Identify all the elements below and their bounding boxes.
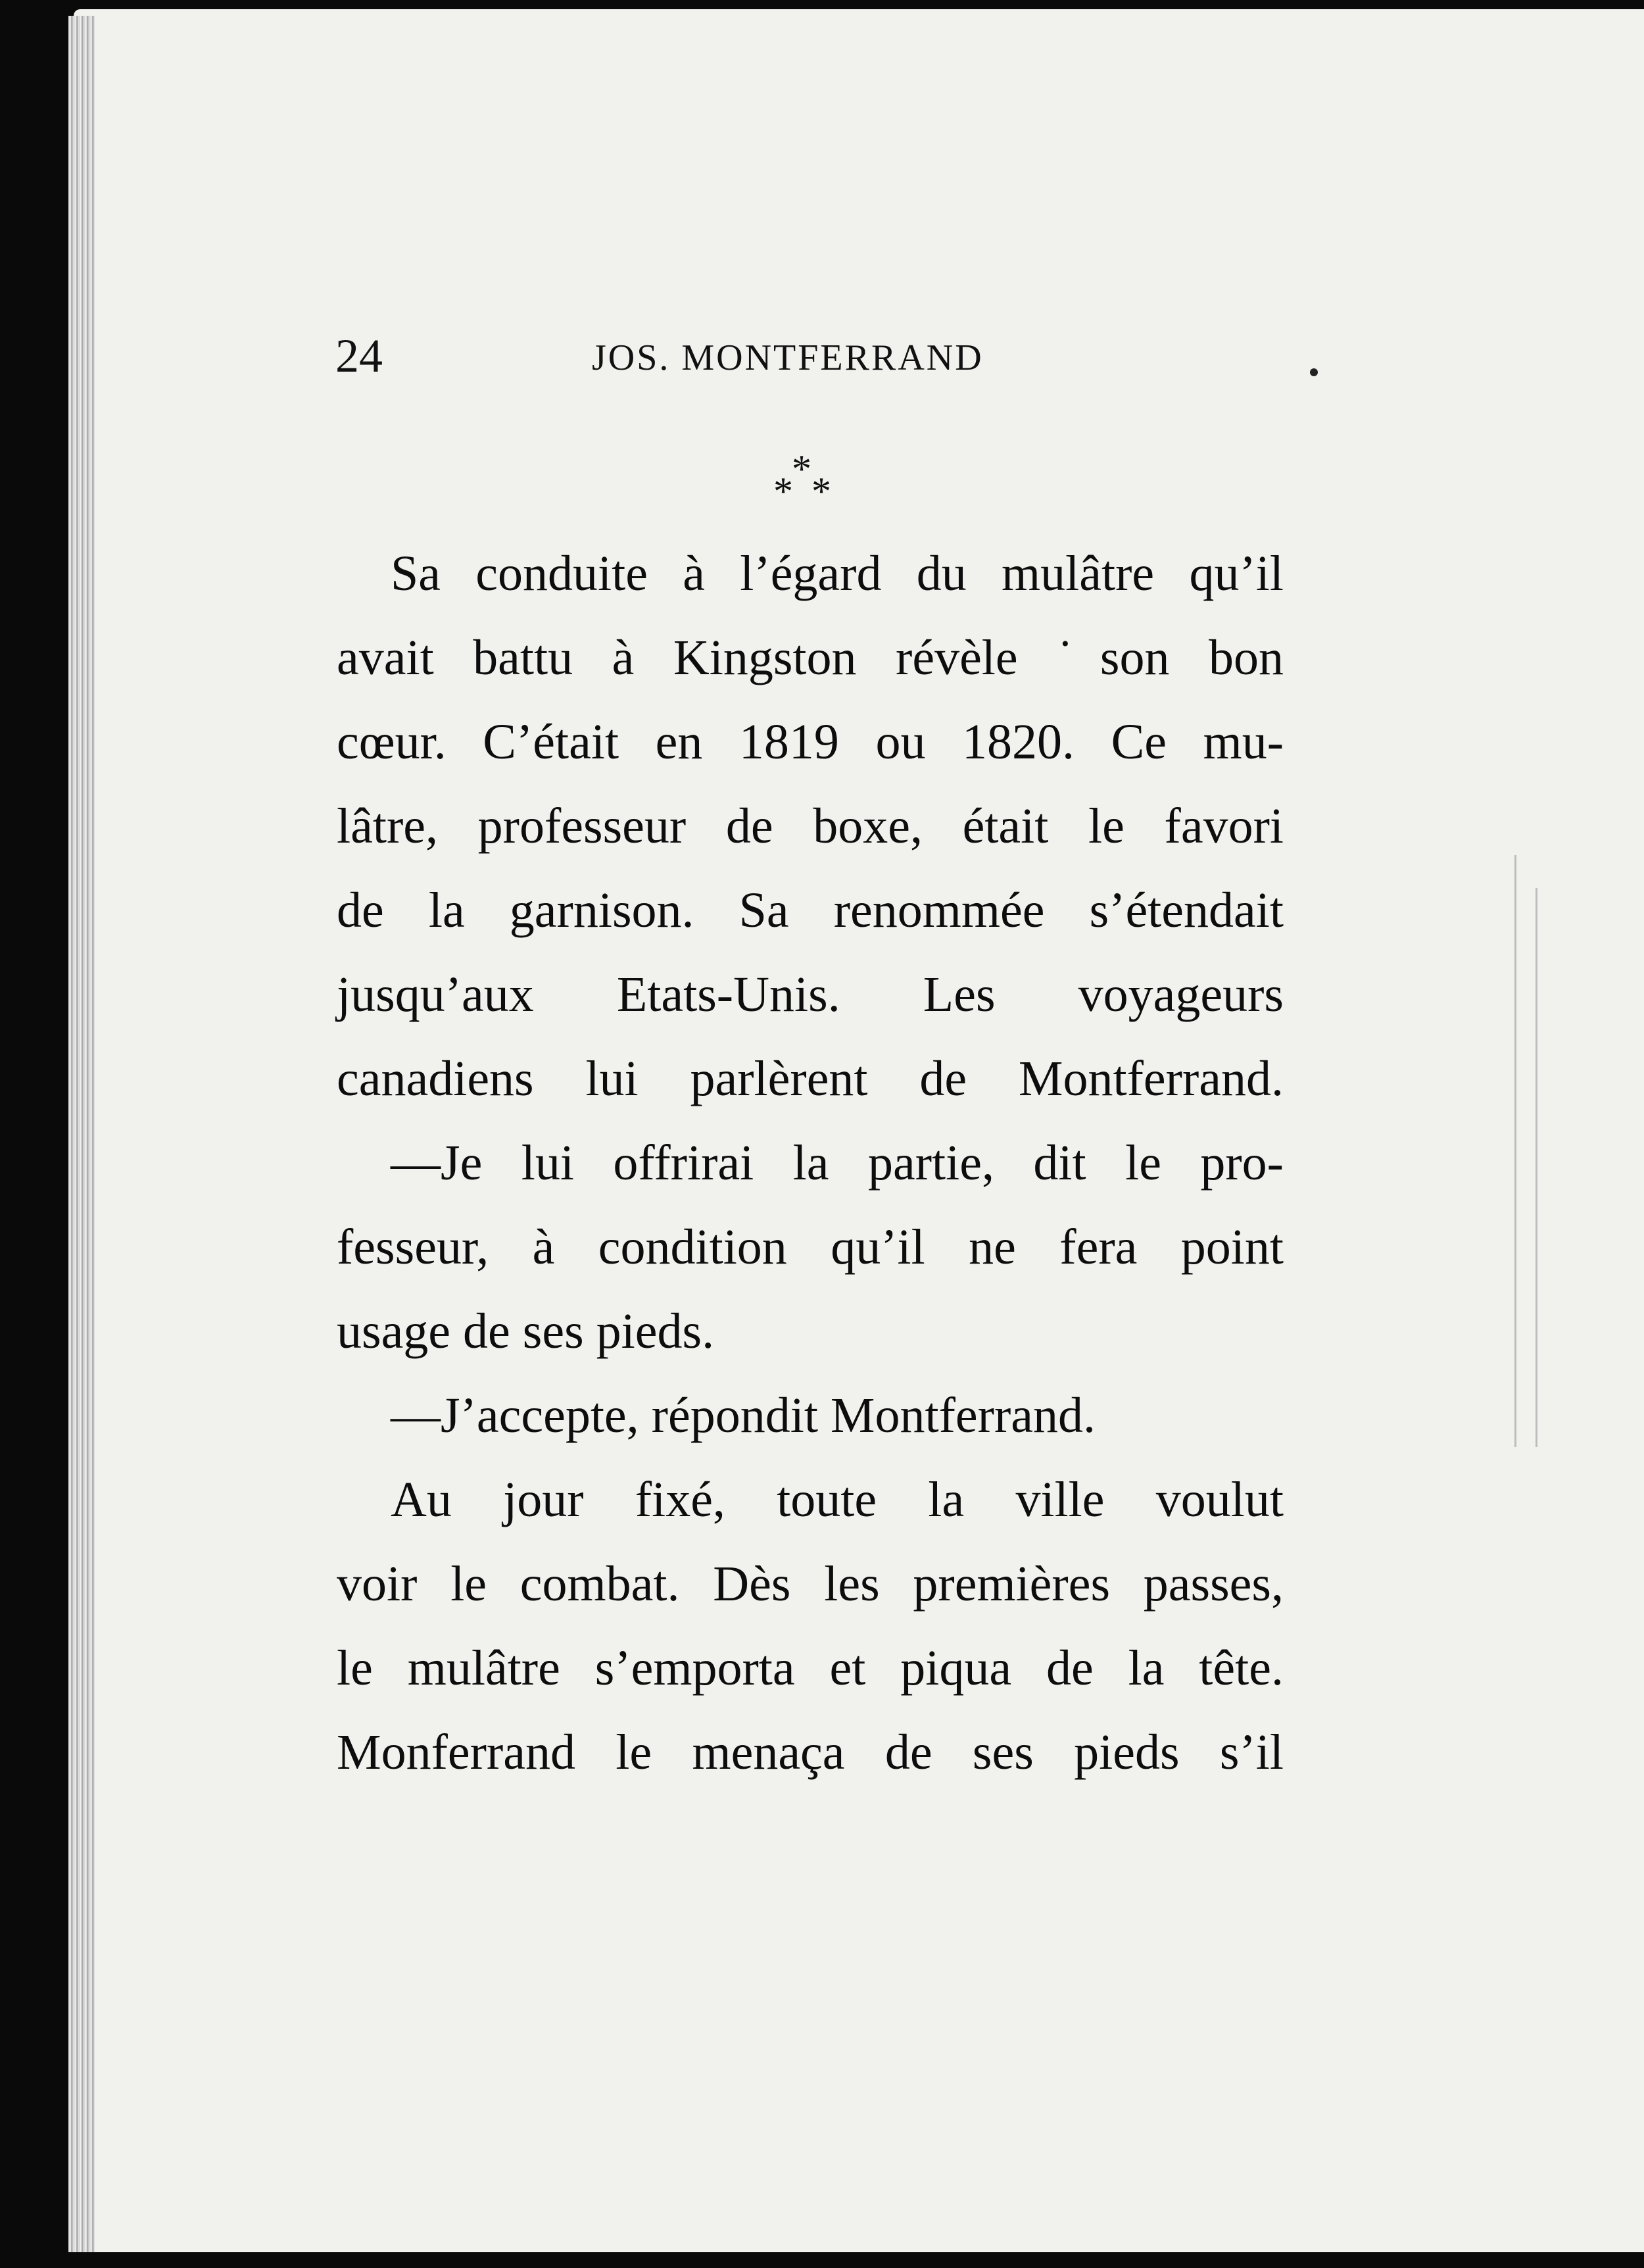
text-line: Monferrand le menaça de ses pieds s’il	[337, 1725, 1284, 1780]
text-line: usage de ses pieds.	[337, 1304, 715, 1359]
text-line: jusqu’aux Etats-Unis. Les voyageurs	[337, 967, 1284, 1022]
page-number: 24	[335, 330, 383, 382]
text-line: voir le combat. Dès les premières passes,	[337, 1556, 1284, 1612]
text-line: le mulâtre s’emporta et piqua de la tête.	[337, 1640, 1284, 1696]
running-head: JOS. MONTFERRAND	[592, 337, 984, 378]
text-line: canadiens lui parlèrent de Montferrand.	[337, 1051, 1284, 1106]
text-line: Au jour fixé, toute la ville voulut	[391, 1472, 1284, 1527]
text-line: fesseur, à condition qu’il ne fera point	[337, 1220, 1284, 1275]
asterism-star-top: *	[792, 447, 811, 491]
page-header	[335, 329, 1322, 388]
text-line: lâtre, professeur de boxe, était le favori	[337, 799, 1284, 854]
text-line: —J’accepte, répondit Montferrand.	[391, 1388, 1096, 1443]
text-line: avait battu à Kingston révèle ˙son bon	[337, 630, 1284, 685]
text-line: de la garnison. Sa renommée s’étendait	[337, 883, 1284, 938]
text-line: cœur. C’était en 1819 ou 1820. Ce mu-	[337, 714, 1284, 770]
asterism-star-left: *	[773, 470, 793, 513]
asterism-ornament	[750, 437, 855, 513]
scan-artifact-line	[1535, 888, 1537, 1447]
text-line: Sa conduite à l’égard du mulâtre qu’il	[391, 546, 1284, 601]
body-text	[337, 531, 1284, 1794]
page-binding-edge	[68, 16, 95, 2252]
scan-artifact-line	[1514, 855, 1516, 1447]
text-line: —Je lui offrirai la partie, dit le pro-	[391, 1135, 1284, 1191]
asterism-star-right: *	[811, 470, 831, 513]
